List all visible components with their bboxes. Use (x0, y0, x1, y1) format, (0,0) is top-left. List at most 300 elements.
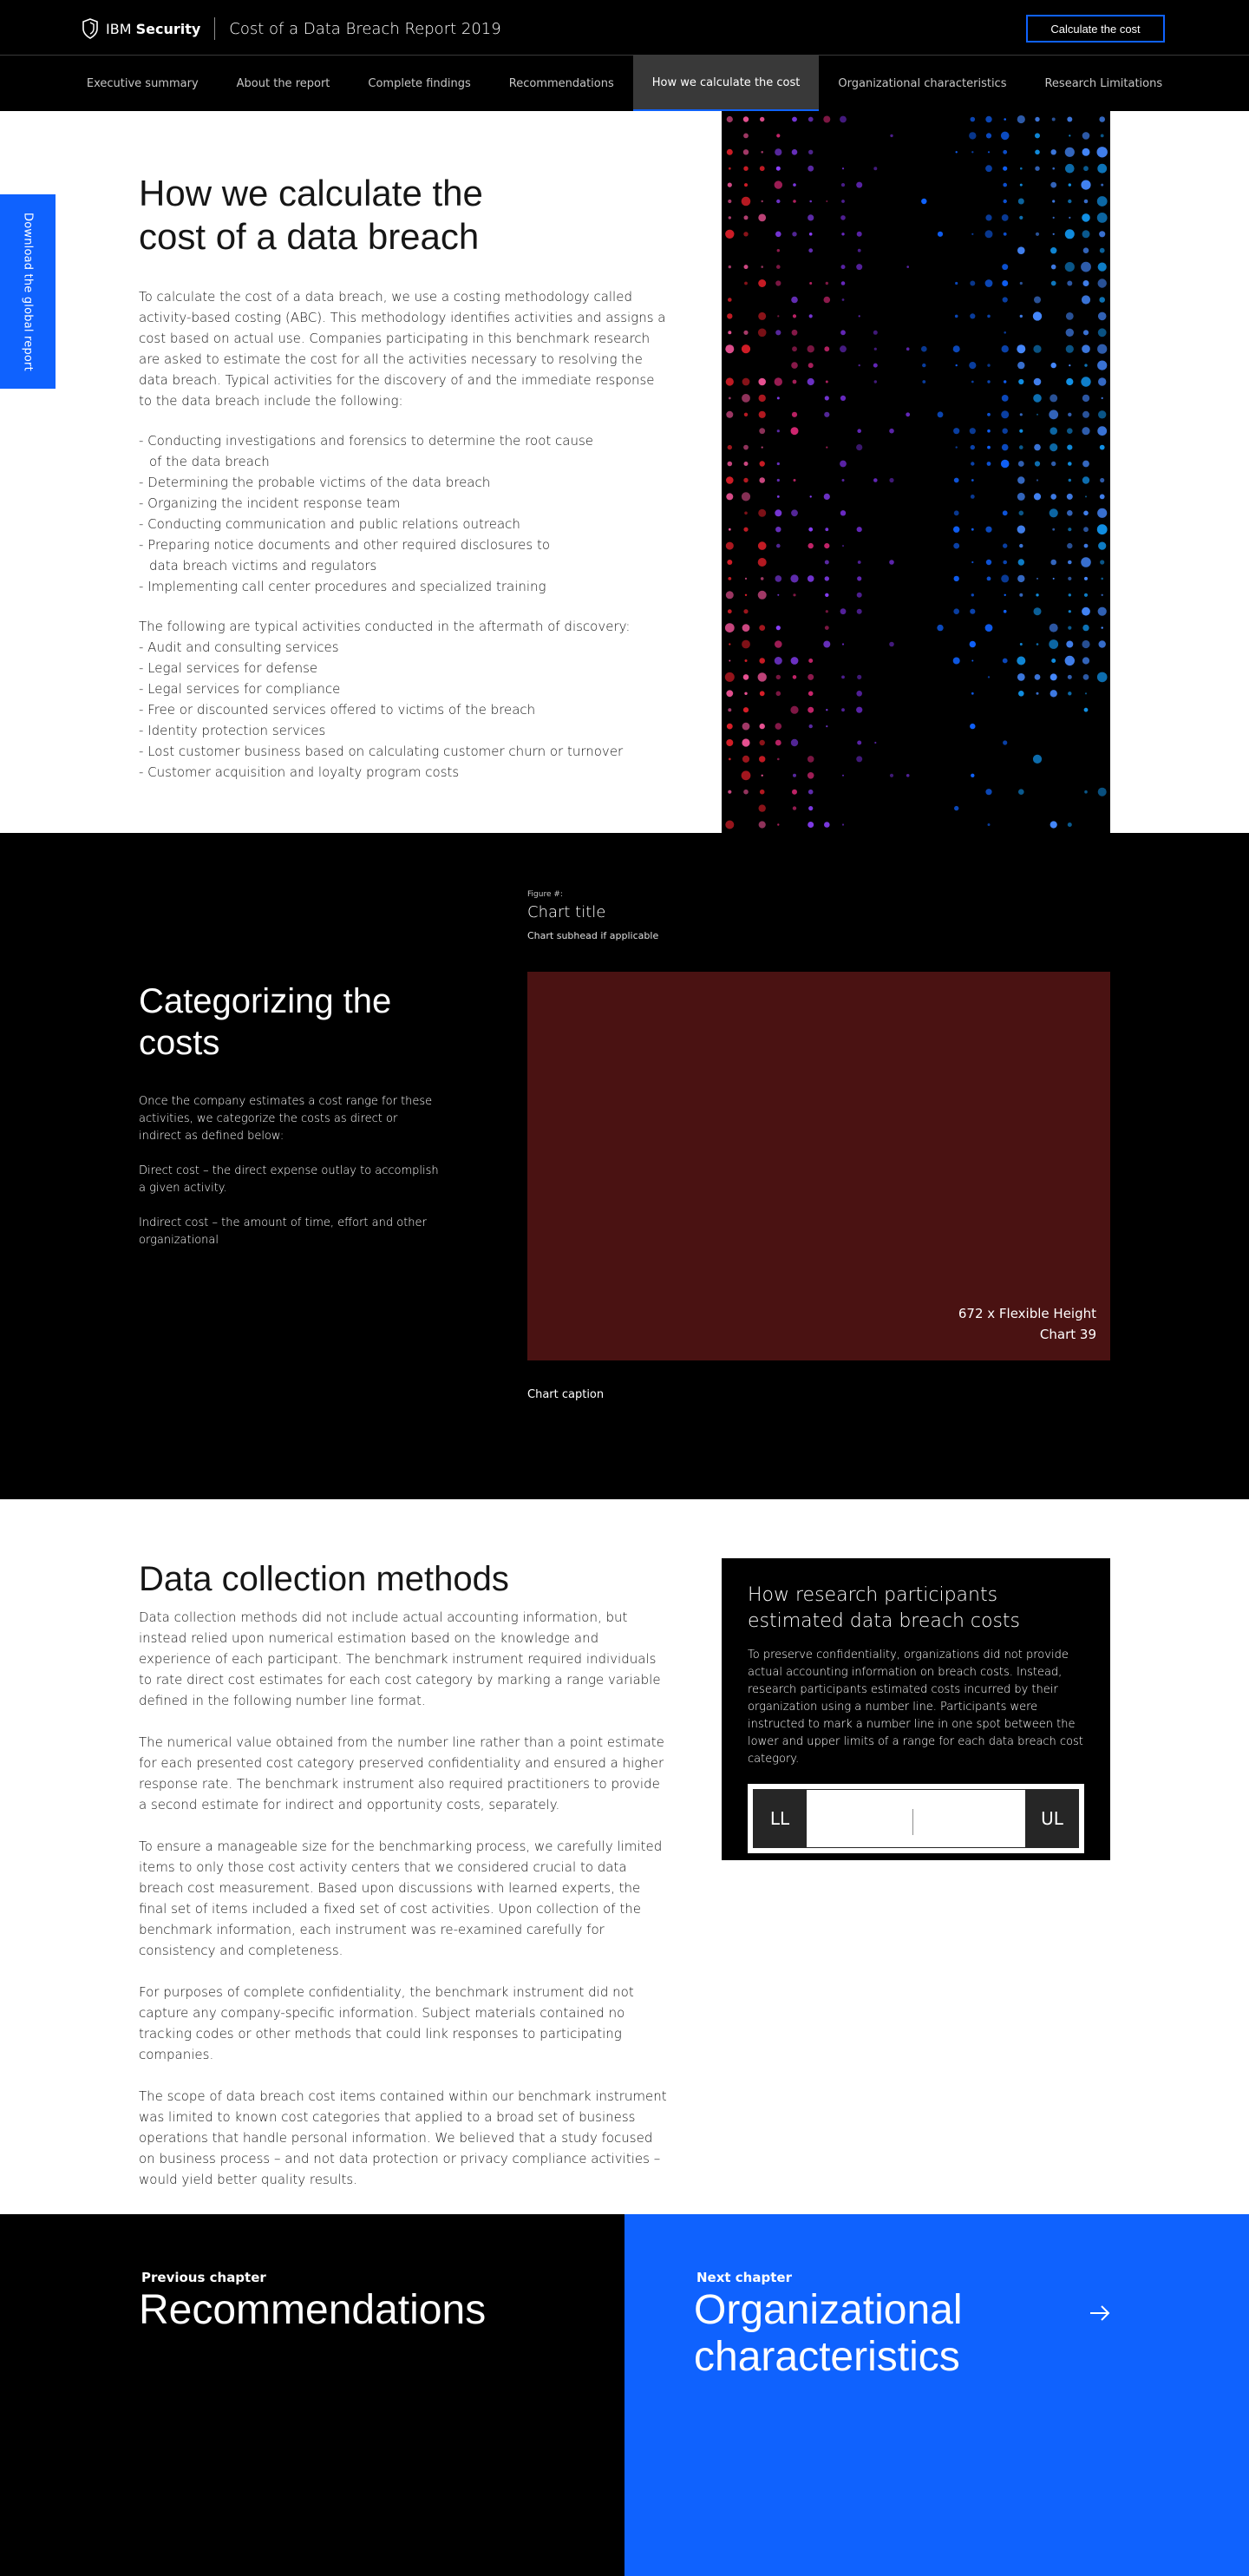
decorative-dot (986, 133, 991, 138)
decorative-dot (1068, 528, 1071, 531)
decorative-dot (1068, 577, 1071, 580)
decorative-dot (1065, 656, 1075, 665)
decorative-dot (729, 265, 731, 268)
decorative-dot (823, 116, 830, 123)
decorative-dot (1084, 544, 1089, 548)
decorative-dot (985, 789, 991, 795)
decorative-dot (858, 560, 861, 564)
decorative-dot (873, 364, 878, 368)
decorative-dot (1098, 263, 1107, 272)
decorative-dot (1034, 493, 1041, 500)
decorative-dot (726, 476, 734, 484)
decorative-dot (1018, 559, 1024, 565)
decorative-dot (1001, 132, 1010, 141)
decorative-dot (793, 380, 797, 384)
decorative-dot (841, 265, 846, 269)
decorative-dot (824, 822, 830, 828)
decorative-dot (1082, 657, 1089, 664)
decorative-dot (808, 378, 814, 385)
decorative-dot (971, 381, 974, 383)
decorative-dot (777, 479, 780, 482)
decorative-dot (744, 413, 748, 416)
decorative-dot (825, 593, 828, 597)
decorative-dot (1001, 410, 1009, 418)
decorative-dot (745, 594, 747, 596)
decorative-dot (744, 215, 749, 220)
decorative-dot (1083, 330, 1089, 335)
decorative-dot (1017, 493, 1025, 501)
decorative-dot (971, 445, 975, 449)
decorative-dot (793, 200, 796, 203)
section3-content (139, 1558, 670, 2190)
decorative-dot (759, 411, 766, 418)
decorative-dot (728, 462, 733, 467)
decorative-dot (856, 691, 862, 697)
decorative-dot (988, 823, 991, 826)
decorative-dot (792, 149, 798, 155)
decorative-dot (743, 116, 749, 121)
decorative-dot (743, 707, 749, 712)
decorative-dot (777, 594, 779, 596)
decorative-dot (1051, 265, 1056, 270)
decorative-dot (857, 675, 861, 679)
decorative-dot (760, 724, 765, 729)
decorative-dot (761, 577, 764, 580)
decorative-dot (1053, 578, 1055, 580)
upper-limit-label: UL (1025, 1789, 1079, 1848)
decorative-dot (1084, 593, 1088, 597)
decorative-dot (954, 576, 959, 581)
decorative-dot (1081, 262, 1091, 272)
decorative-dot (1019, 593, 1023, 597)
decorative-dot (742, 344, 750, 353)
decorative-dot (726, 377, 734, 385)
decorative-dot (1036, 643, 1039, 646)
list-item: - Legal services for compliance (139, 681, 341, 697)
decorative-dot (758, 312, 766, 320)
decorative-dot (954, 478, 959, 483)
decorative-dot (857, 741, 861, 745)
decorative-dot (1020, 282, 1023, 285)
decorative-dot (743, 134, 749, 139)
section1-content (139, 172, 668, 783)
decorative-dot (1017, 115, 1025, 123)
decorative-dot (759, 395, 766, 402)
dot-pattern-illustration (722, 111, 1110, 833)
decorative-dot (775, 575, 782, 582)
decorative-dot (759, 821, 766, 828)
decorative-dot (987, 577, 991, 581)
nav-item-research-limitations[interactable]: Research Limitations (1044, 76, 1163, 90)
list-heading: The following are typical activities conducted in the aftermath of discovery: (139, 619, 631, 634)
decorative-dot (969, 132, 976, 139)
decorative-dot (954, 806, 958, 810)
decorative-dot (1036, 692, 1039, 695)
decorative-dot (743, 790, 749, 795)
decorative-dot (1100, 248, 1105, 253)
decorative-dot (1053, 217, 1055, 219)
decorative-dot (971, 462, 974, 465)
decorative-dot (759, 477, 765, 483)
decorative-dot (1050, 182, 1056, 188)
previous-chapter-link[interactable] (0, 2214, 624, 2576)
decorative-dot (857, 576, 861, 580)
decorative-dot (1035, 167, 1039, 171)
decorative-dot (793, 806, 796, 810)
decorative-dot (857, 232, 862, 237)
decorative-dot (1052, 118, 1056, 121)
decorative-dot (776, 626, 781, 630)
next-chapter-label: Next chapter (696, 2270, 792, 2285)
decorative-dot (1002, 395, 1009, 402)
number-line-marker (912, 1809, 913, 1835)
decorative-dot (726, 739, 733, 746)
decorative-dot (856, 444, 862, 450)
decorative-dot (1085, 495, 1087, 497)
decorative-dot (777, 397, 780, 399)
decorative-dot (1065, 164, 1075, 174)
decorative-dot (840, 345, 847, 352)
decorative-dot (1003, 740, 1007, 744)
decorative-dot (826, 282, 828, 285)
list-item: - Lost customer business based on calculating customer churn or turnover (139, 744, 624, 759)
decorative-dot (758, 558, 767, 567)
next-chapter-title: Organizational characteristics (694, 2287, 963, 2380)
decorative-dot (985, 279, 993, 287)
section-heading: Categorizing the costs (139, 982, 392, 1062)
decorative-dot (1003, 659, 1008, 664)
decorative-dot (793, 774, 796, 777)
decorative-dot (1082, 395, 1089, 402)
decorative-dot (743, 331, 748, 335)
decorative-dot (1020, 184, 1023, 187)
decorative-dot (761, 151, 763, 154)
decorative-dot (955, 315, 958, 318)
chart-placeholder-label (958, 1303, 1096, 1345)
download-report-tab[interactable] (0, 194, 56, 389)
decorative-dot (841, 708, 845, 711)
decorative-dot (1099, 297, 1105, 303)
list-item: - Conducting investigations and forensics to determine the root cause (139, 433, 594, 449)
decorative-dot (841, 233, 844, 235)
decorative-dot (808, 575, 814, 582)
decorative-dot (808, 692, 814, 697)
section-paragraph: Once the company estimates a cost range for these activities, we categorize the costs as direct or indirect as defined below: Direct cost – the direct expense outlay to accomplish a given activity. Indirect cost – the amount of time, effort and other organizational (139, 1095, 439, 1247)
decorative-dot (1083, 511, 1089, 516)
decorative-dot (744, 462, 749, 466)
decorative-dot (726, 690, 733, 697)
next-chapter-link[interactable] (624, 2214, 1249, 2576)
decorative-dot (1100, 445, 1105, 450)
decorative-dot (729, 528, 731, 531)
chart-title: Chart title (527, 903, 606, 921)
decorative-dot (1033, 311, 1042, 320)
decorative-dot (922, 364, 925, 367)
decorative-dot (1002, 345, 1009, 352)
decorative-dot (808, 822, 814, 828)
dot-pattern-svg (722, 111, 1110, 833)
decorative-dot (970, 609, 975, 614)
arrow-right-icon (1088, 2301, 1112, 2325)
decorative-dot (988, 676, 990, 678)
decorative-dot (1082, 344, 1090, 353)
decorative-dot (743, 478, 748, 482)
decorative-dot (792, 232, 796, 236)
decorative-dot (1035, 150, 1040, 155)
decorative-dot (743, 528, 748, 532)
decorative-dot (742, 770, 751, 780)
decorative-dot (1097, 164, 1107, 174)
decorative-dot (742, 738, 749, 746)
decorative-dot (775, 527, 781, 532)
decorative-dot (1003, 510, 1008, 515)
decorative-dot (1098, 279, 1107, 287)
decorative-dot (1052, 167, 1055, 170)
previous-chapter-title: Recommendations (139, 2287, 487, 2333)
decorative-dot (1003, 183, 1007, 187)
section-paragraph: Data collection methods did not include actual accounting information, but instead relied upon numerical estimation based on the knowledge and experience of each participant. The benchmark instrument required individuals to rate direct cost estimates for each cost category by marking a range variable defined in the following number line format. The numerical value obtained from the number line rather than a point estimate for each presented cost category preserved confidentiality and ensured a higher response rate. The benchmark instrument also required practitioners to provide a second estimate for indirect and opportunity costs, separately. To ensure a manageable size for the benchmarking process, we carefully limited items to only those cost activity centers that we considered crucial to data breach cost measurement. Based upon discussions with learned experts, the final set of items included a fixed set of cost activities. Upon collection of the benchmark information, each instrument was re-examined carefully for consistency and completeness. For purposes of complete confidentiality, the benchmark instrument did not capture any company-specific information. Subject materials contained no tracking codes or other methods that could link responses to participating companies. The scope of data breach cost items contained within our benchmark instrument was limited to known cost categories that applied to a broad set of business operations that handle personal information. We believed that a study focused on business process – and not data protection or privacy compliance activities – would yield better quality results. (139, 1609, 667, 2187)
placeholder-name: Chart 39 (1039, 1327, 1096, 1342)
nav-item-organizational-characteristics[interactable]: Organizational characteristics (838, 76, 1007, 90)
decorative-dot (824, 494, 830, 500)
decorative-dot (791, 739, 798, 746)
decorative-dot (1003, 297, 1008, 302)
decorative-dot (1068, 200, 1071, 203)
decorative-dot (987, 413, 991, 416)
decorative-dot (726, 542, 734, 550)
decorative-dot (1049, 639, 1058, 649)
decorative-dot (1082, 607, 1090, 616)
decorative-dot (1098, 377, 1106, 385)
decorative-dot (1050, 394, 1057, 402)
decorative-dot (743, 445, 749, 450)
decorative-dot (1098, 607, 1107, 616)
decorative-dot (793, 675, 797, 679)
decorative-dot (1081, 557, 1091, 567)
nav-item-about-the-report[interactable]: About the report (236, 76, 330, 90)
decorative-dot (1082, 476, 1089, 483)
decorative-dot (808, 214, 814, 220)
decorative-dot (1052, 528, 1055, 531)
decorative-dot (761, 265, 763, 268)
decorative-dot (808, 117, 814, 122)
decorative-dot (970, 724, 975, 729)
decorative-dot (826, 447, 827, 449)
report-title: Cost of a Data Breach Report 2019 (229, 19, 501, 38)
decorative-dot (1082, 427, 1089, 435)
decorative-dot (906, 347, 910, 351)
decorative-dot (857, 527, 862, 532)
decorative-dot (1001, 460, 1010, 469)
decorative-dot (1020, 167, 1023, 170)
decorative-dot (775, 657, 782, 665)
list-item: - Conducting communication and public relations outreach (139, 516, 520, 532)
decorative-dot (1053, 233, 1055, 235)
decorative-dot (1083, 166, 1089, 171)
calculate-cost-button[interactable]: Calculate the cost (1026, 15, 1165, 43)
decorative-dot (729, 758, 731, 761)
decorative-dot (971, 528, 974, 531)
decorative-dot (1084, 200, 1089, 204)
decorative-dot (969, 362, 976, 369)
decorative-dot (859, 364, 860, 366)
decorative-dot (826, 610, 828, 613)
decorative-dot (1004, 594, 1006, 596)
decorative-dot (1020, 643, 1023, 646)
decorative-dot (728, 790, 731, 794)
decorative-dot (1097, 344, 1107, 354)
decorative-dot (742, 378, 750, 386)
decorative-dot (842, 775, 844, 777)
decorative-dot (1067, 117, 1072, 122)
decorative-dot (953, 608, 959, 614)
decorative-dot (726, 411, 733, 418)
decorative-dot (776, 692, 781, 697)
decorative-dot (1018, 789, 1024, 795)
decorative-dot (1050, 624, 1058, 633)
decorative-dot (1068, 413, 1071, 416)
decorative-dot (842, 479, 845, 482)
decorative-dot (824, 412, 829, 417)
decorative-dot (840, 116, 847, 123)
decorative-dot (725, 672, 735, 682)
decorative-dot (826, 709, 827, 711)
decorative-dot (742, 492, 750, 501)
decorative-dot (1002, 264, 1008, 270)
decorative-dot (791, 509, 798, 516)
list-item: data breach victims and regulators (149, 558, 377, 574)
decorative-dot (1097, 196, 1108, 206)
nav-item-how-we-calculate[interactable]: How we calculate the cost (633, 56, 820, 111)
nav-item-complete-findings[interactable]: Complete findings (368, 76, 471, 90)
decorative-dot (758, 509, 766, 517)
decorative-dot (729, 216, 731, 219)
decorative-dot (953, 527, 959, 533)
decorative-dot (777, 495, 780, 498)
decorative-dot (759, 428, 765, 434)
decorative-dot (985, 165, 992, 172)
decorative-dot (1065, 262, 1075, 272)
decorative-dot (760, 461, 765, 466)
decorative-dot (808, 790, 814, 795)
decorative-dot (1084, 577, 1088, 580)
decorative-dot (1068, 462, 1072, 466)
chapter-footer (0, 2214, 1249, 2576)
list-item: - Audit and consulting services (139, 639, 339, 655)
decorative-dot (726, 591, 734, 599)
decorative-dot (1101, 184, 1103, 187)
decorative-dot (1034, 378, 1042, 386)
decorative-dot (1034, 297, 1041, 304)
decorative-dot (1097, 426, 1107, 436)
decorative-dot (824, 346, 829, 351)
decorative-dot (809, 233, 813, 236)
decorative-dot (856, 707, 862, 713)
decorative-dot (842, 298, 845, 301)
decorative-dot (793, 593, 795, 596)
decorative-dot (808, 248, 813, 252)
decorative-dot (823, 641, 830, 648)
decorative-dot (938, 232, 943, 237)
decorative-dot (825, 528, 828, 531)
decorative-dot (744, 265, 749, 269)
decorative-dot (842, 643, 844, 645)
decorative-dot (728, 200, 731, 203)
decorative-dot (727, 560, 732, 565)
decorative-dot (1035, 461, 1040, 466)
decorative-dot (890, 774, 893, 777)
decorative-dot (1097, 672, 1108, 683)
decorative-dot (873, 167, 877, 170)
decorative-dot (1102, 626, 1103, 628)
decorative-dot (971, 692, 974, 695)
nav-item-recommendations[interactable]: Recommendations (508, 76, 614, 90)
decorative-dot (842, 167, 844, 169)
decorative-dot (840, 330, 846, 335)
decorative-dot (1050, 690, 1057, 697)
decorative-dot (1068, 823, 1072, 827)
decorative-dot (906, 774, 910, 777)
decorative-dot (1100, 560, 1104, 564)
decorative-dot (775, 280, 781, 285)
decorative-dot (987, 462, 991, 466)
decorative-dot (791, 297, 798, 304)
decorative-dot (1034, 444, 1041, 451)
decorative-dot (1017, 476, 1024, 483)
decorative-dot (857, 429, 861, 433)
decorative-dot (826, 725, 827, 727)
aftermath-activities-list (139, 616, 668, 783)
decorative-dot (971, 593, 974, 596)
decorative-dot (1083, 280, 1089, 286)
list-item: - Customer acquisition and loyalty program costs (139, 764, 460, 780)
decorative-dot (759, 756, 765, 762)
decorative-dot (792, 330, 798, 336)
decorative-dot (791, 362, 798, 369)
decorative-dot (776, 675, 781, 679)
decorative-dot (1002, 214, 1009, 221)
decorative-dot (1004, 233, 1007, 236)
decorative-dot (1065, 229, 1075, 239)
decorative-dot (985, 230, 993, 238)
decorative-dot (792, 790, 797, 795)
decorative-dot (1082, 213, 1090, 222)
decorative-dot (790, 706, 798, 714)
card-title: How research participants estimated data breach costs (748, 1584, 1020, 1632)
decorative-dot (906, 265, 909, 268)
decorative-dot (1019, 544, 1023, 547)
nav-item-executive-summary[interactable]: Executive summary (86, 76, 199, 90)
brand-name: IBM Security (106, 20, 201, 37)
decorative-dot (987, 380, 990, 383)
decorative-dot (953, 658, 960, 665)
decorative-dot (810, 495, 812, 497)
decorative-dot (841, 281, 846, 285)
decorative-dot (1098, 410, 1106, 418)
brand[interactable] (82, 17, 501, 40)
decorative-dot (808, 674, 814, 680)
decorative-dot (889, 429, 894, 434)
decorative-dot (825, 626, 829, 630)
decorative-dot (857, 593, 862, 598)
decorative-dot (1050, 821, 1057, 828)
decorative-dot (742, 394, 750, 403)
decorative-dot (808, 543, 814, 548)
decorative-dot (743, 609, 748, 613)
decorative-dot (1069, 183, 1071, 186)
previous-chapter-label: Previous chapter (141, 2270, 266, 2285)
decorative-dot (1081, 377, 1090, 386)
